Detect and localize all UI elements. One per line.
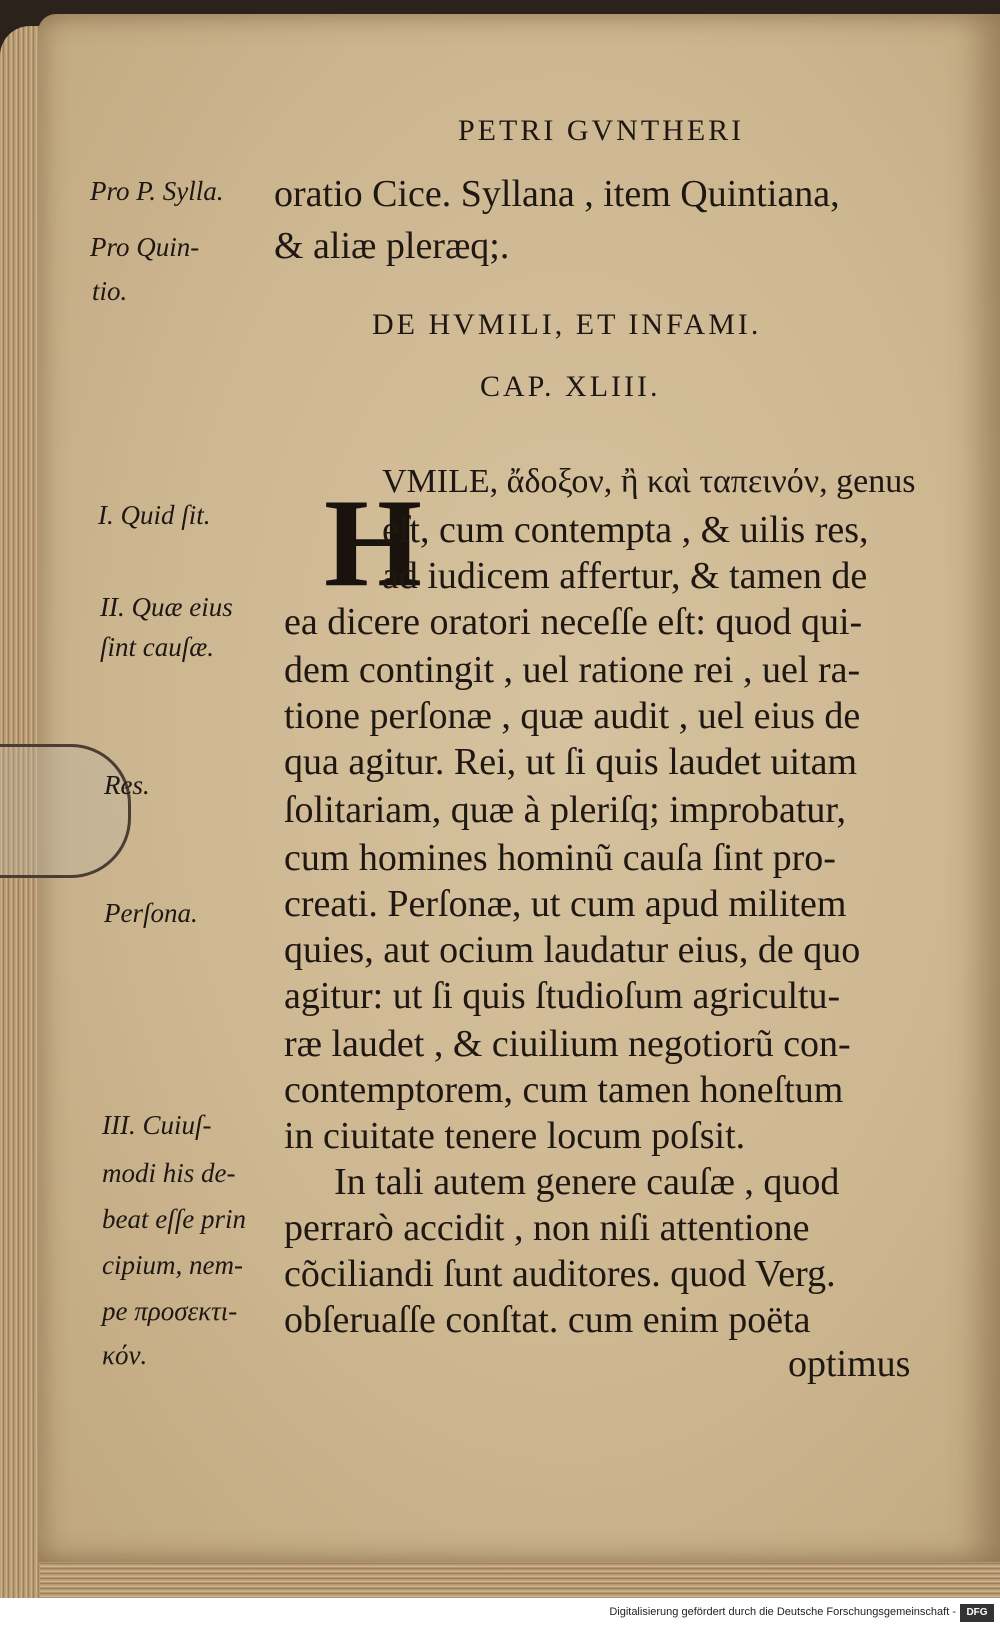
text-line: cum homines hominũ cauſa ſint pro- (284, 837, 836, 879)
margin-note-quae-causae-cont: ſint cauſæ. (100, 632, 214, 662)
text-line: cõciliandi ſunt auditores. quod Verg. (284, 1253, 836, 1295)
text-line: creati. Perſonæ, ut cum apud militem (284, 883, 847, 925)
chapter-number: CAP. XLIII. (480, 370, 661, 403)
margin-note-pro-quinctio: Pro Quin- (90, 232, 200, 262)
margin-note-pro-sylla: Pro P. Sylla. (90, 176, 224, 206)
text-line: contemptorem, cum tamen honeſtum (284, 1069, 844, 1111)
catchword: optimus (788, 1343, 911, 1385)
text-line: ad iudicem affertur, & tamen de (382, 555, 868, 597)
margin-note-res: Res. (104, 770, 150, 800)
text-line: obſeruaſſe conſtat. cum enim poëta (284, 1299, 811, 1341)
text-line: perrarò accidit , non niſi attentione (284, 1207, 810, 1249)
page (38, 14, 1000, 1562)
margin-note-quid-sit: I. Quid ſit. (98, 500, 211, 530)
text-line: eſt, cum contempta , & uilis res, (382, 509, 869, 551)
margin-note-cuiusmodi: κόν. (102, 1340, 148, 1370)
text-line: In tali autem genere cauſæ , quod (334, 1161, 840, 1203)
text-line: VMILE, ἄδοξον, ἢ καὶ ταπεινόν, genus (382, 463, 916, 500)
drop-cap: H (324, 474, 423, 613)
text-line: quies, aut ocium laudatur eius, de quo (284, 929, 861, 971)
margin-note-cuiusmodi: beat eſſe prin (102, 1204, 246, 1234)
bookmark-ribbon (0, 744, 131, 878)
text-line: ræ laudet , & ciuilium negotiorũ con- (284, 1023, 851, 1065)
margin-note-cuiusmodi: III. Cuiuſ- (102, 1110, 212, 1140)
margin-note-persona: Perſona. (104, 898, 198, 928)
page-edges-bottom (40, 1560, 1000, 1598)
margin-note-quae-causae: II. Quæ eius (100, 592, 233, 622)
chapter-title: DE HVMILI, ET INFAMI. (372, 308, 762, 341)
text-line: tione perſonæ , quæ audit , uel eius de (284, 695, 861, 737)
text-line: ea dicere oratori neceſſe eſt: quod qui- (284, 601, 863, 643)
margin-note-cuiusmodi: modi his de- (102, 1158, 236, 1188)
text-line: qua agitur. Rei, ut ſi quis laudet uitam (284, 741, 858, 783)
text-line: in ciuitate tenere locum poſsit. (284, 1115, 746, 1157)
text-line: agitur: ut ſi quis ſtudioſum agricultu- (284, 975, 841, 1017)
text-line: dem contingit , uel ratione rei , uel ra- (284, 649, 861, 691)
margin-note-cuiusmodi: pe προσεκτι- (102, 1296, 238, 1326)
text-line: ſolitariam, quæ à pleriſq; improbatur, (284, 789, 847, 831)
margin-note-cuiusmodi: cipium, nem- (102, 1250, 243, 1280)
text-line: oratio Cice. Syllana , item Quintiana, (274, 173, 840, 215)
text-line: & aliæ pleræq;. (274, 225, 510, 267)
running-head: PETRI GVNTHERI (458, 114, 745, 147)
dfg-logo: DFG (960, 1604, 994, 1622)
footer-credit: Digitalisierung gefördert durch die Deutsche Forschungsgemeinschaft - (609, 1606, 956, 1618)
digitization-footer (0, 1598, 1000, 1630)
margin-note-pro-quinctio-cont: tio. (92, 276, 128, 306)
